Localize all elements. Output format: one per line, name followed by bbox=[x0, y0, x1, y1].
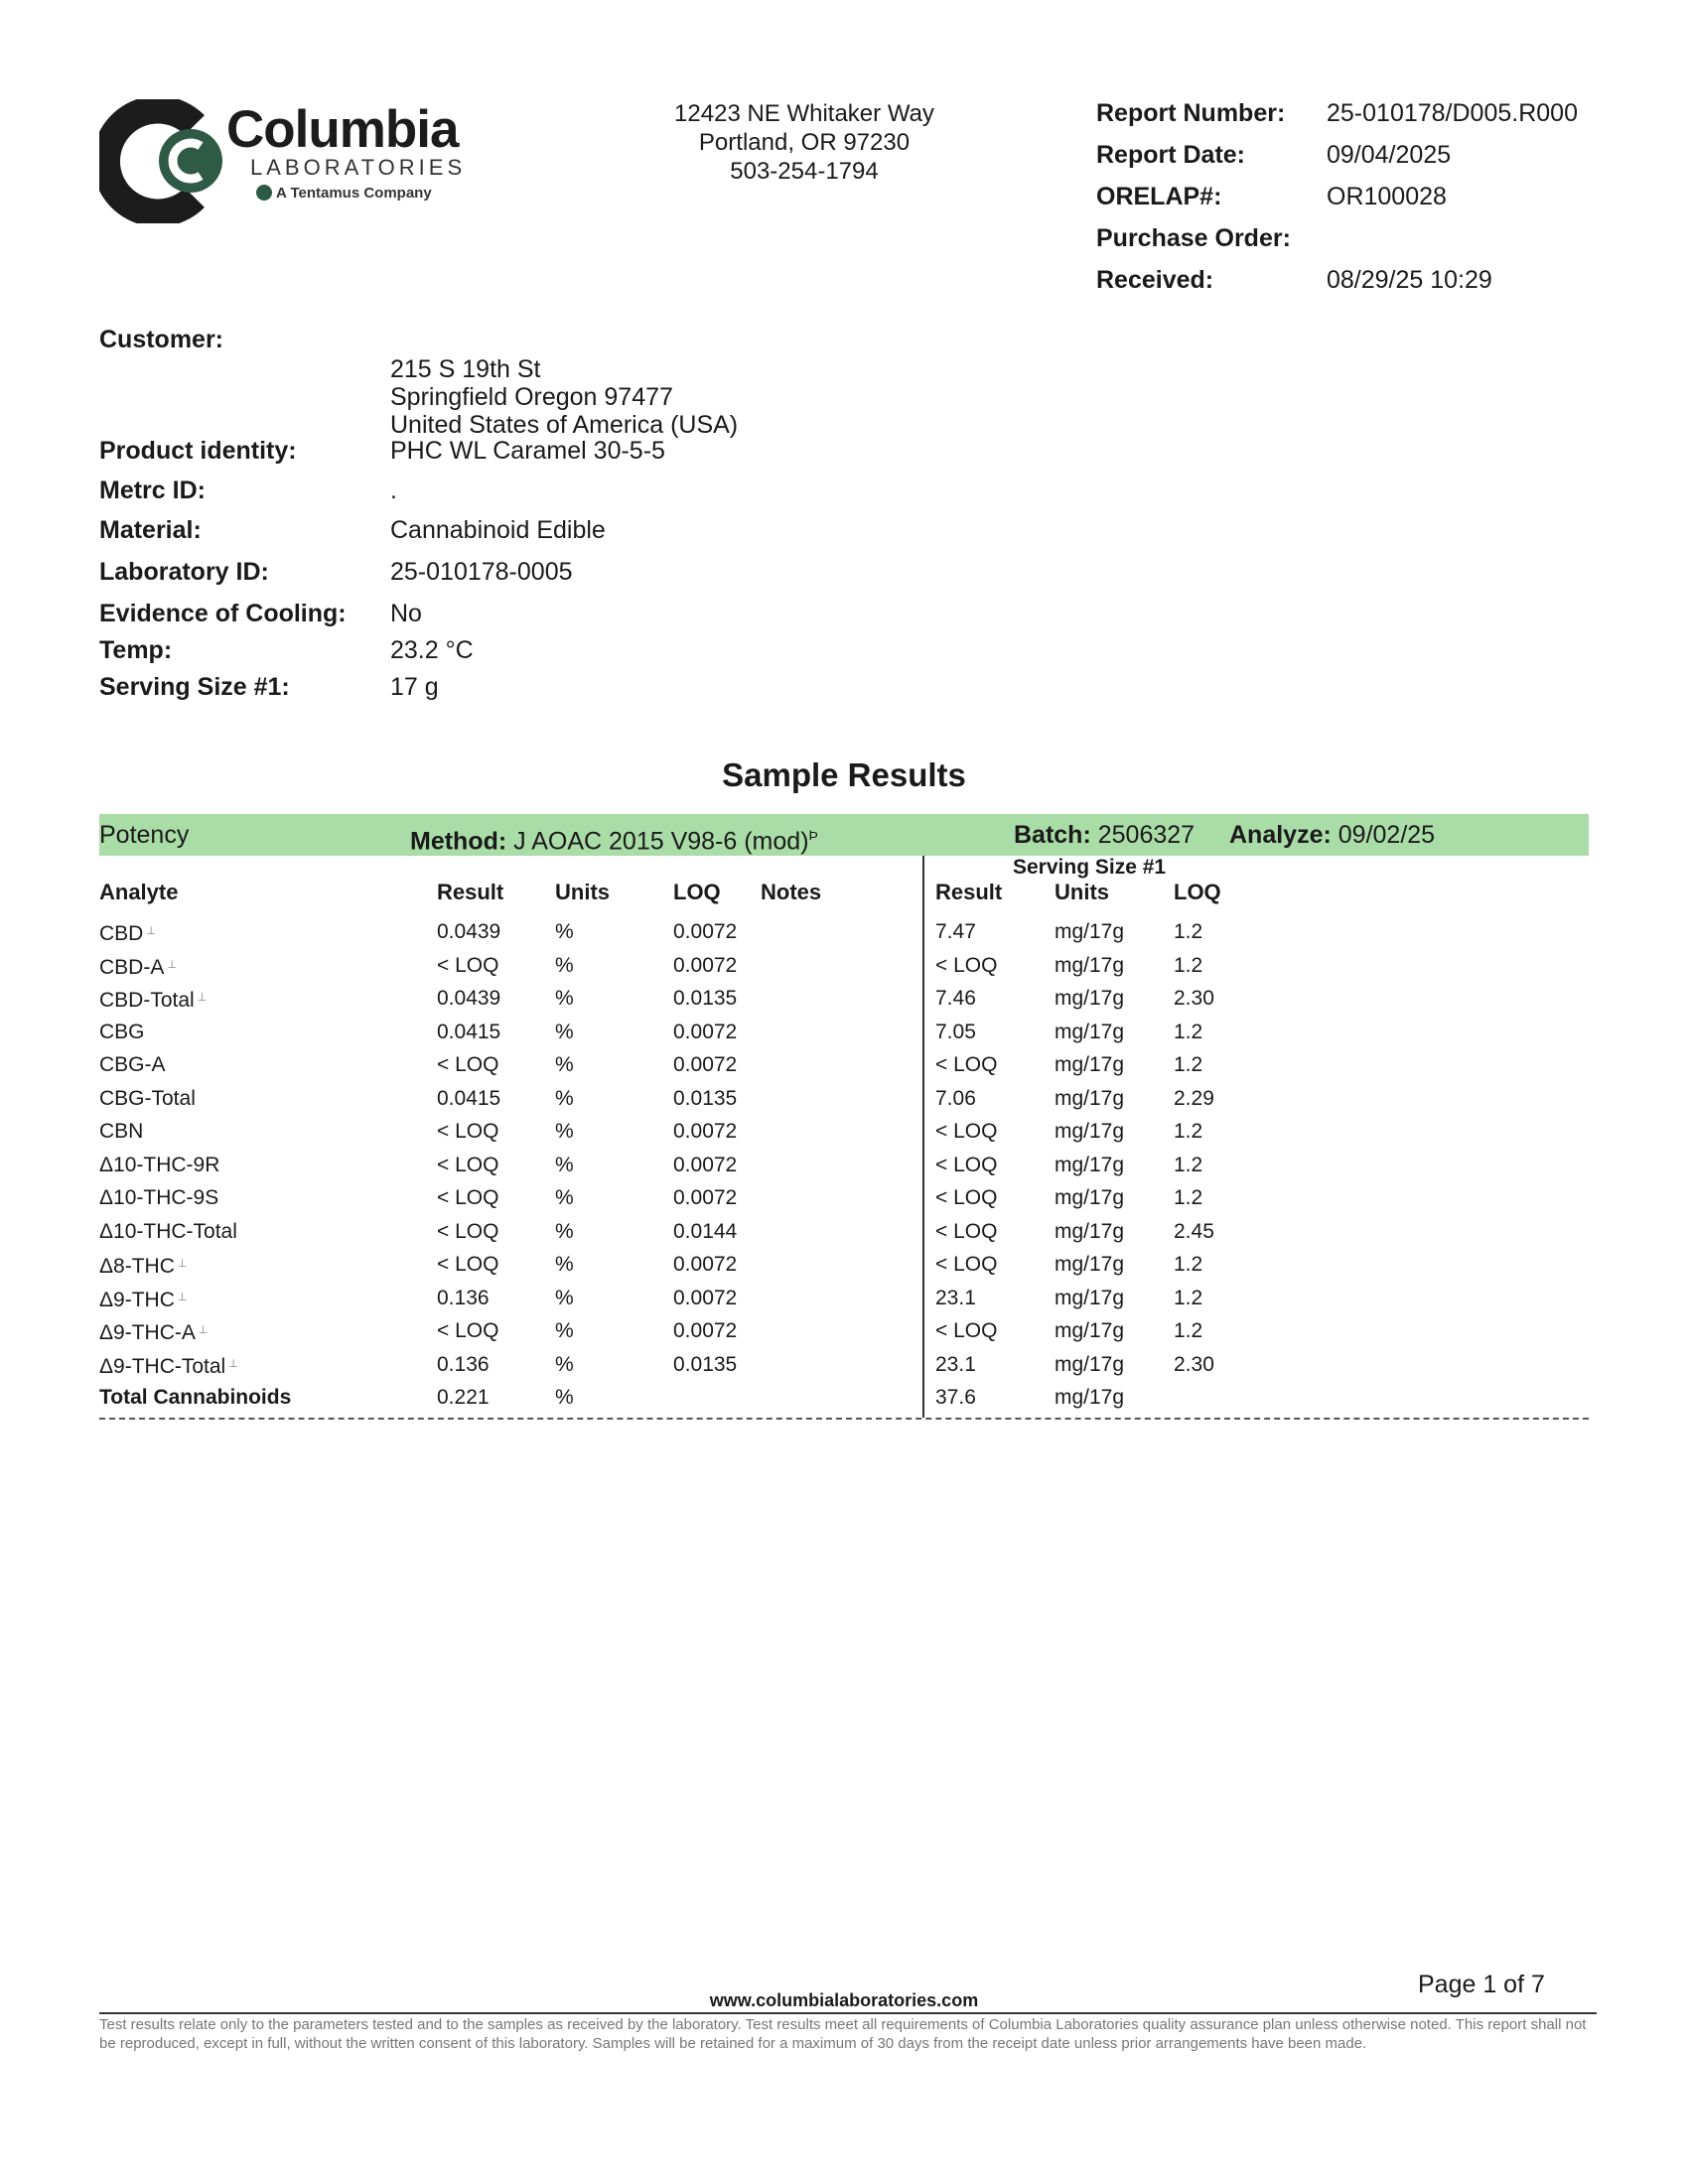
serving-loq-cell: 1.2 bbox=[1174, 1186, 1203, 1209]
analyte-cell: Δ10-THC-Total bbox=[99, 1219, 237, 1243]
footnote-mark: ⊥ bbox=[177, 1258, 188, 1270]
table-row bbox=[99, 1149, 1589, 1182]
field-value: 25-010178-0005 bbox=[390, 558, 573, 586]
product-identity-row bbox=[99, 437, 1589, 477]
customer-info bbox=[99, 326, 1589, 710]
units-cell: % bbox=[555, 920, 574, 943]
serving-result-cell: 23.1 bbox=[935, 1352, 976, 1376]
analyte-cell: Δ10-THC-9R bbox=[99, 1153, 220, 1176]
loq-cell: 0.0072 bbox=[673, 1020, 738, 1043]
units-cell: % bbox=[555, 987, 574, 1010]
serving-loq-cell: 1.2 bbox=[1174, 1120, 1203, 1143]
field-label: Laboratory ID: bbox=[99, 558, 269, 586]
meta-value: OR100028 bbox=[1327, 183, 1447, 210]
serving-size-row bbox=[99, 673, 1589, 710]
footnote-mark: ⊥ bbox=[177, 1291, 188, 1303]
loq-cell: 0.0072 bbox=[673, 1053, 738, 1076]
serving-units-cell: mg/17g bbox=[1055, 953, 1125, 977]
table-row bbox=[99, 1314, 1589, 1348]
loq-cell: 0.0072 bbox=[673, 1319, 738, 1342]
units-cell: % bbox=[555, 953, 574, 977]
serving-units-cell: mg/17g bbox=[1055, 1186, 1125, 1209]
serving-units-cell: mg/17g bbox=[1055, 1286, 1125, 1309]
table-row bbox=[99, 1016, 1589, 1049]
method-bar bbox=[99, 814, 1589, 856]
serving-result-cell: 23.1 bbox=[935, 1286, 976, 1309]
result-cell: 0.0415 bbox=[437, 1086, 501, 1110]
result-cell: 0.136 bbox=[437, 1286, 490, 1309]
loq-cell: 0.0072 bbox=[673, 1120, 738, 1143]
field-value: 23.2 °C bbox=[390, 636, 474, 664]
field-value: No bbox=[390, 600, 422, 627]
company-subtitle: LABORATORIES bbox=[250, 155, 467, 180]
serving-loq-cell: 1.2 bbox=[1174, 920, 1203, 943]
serving-result-cell: < LOQ bbox=[935, 1186, 998, 1209]
loq-cell: 0.0135 bbox=[673, 1352, 738, 1376]
material-row bbox=[99, 516, 1589, 558]
meta-label: Received: bbox=[1096, 266, 1214, 294]
serving-result-cell: < LOQ bbox=[935, 953, 998, 977]
address-line: Portland, OR 97230 bbox=[698, 129, 911, 156]
analyte-cell: Δ9-THC-Total ⊥ bbox=[99, 1354, 238, 1378]
analyte-cell: Δ8-THC ⊥ bbox=[99, 1255, 188, 1278]
metrc-id-row bbox=[99, 477, 1589, 516]
result-cell: < LOQ bbox=[437, 1319, 499, 1342]
meta-label: Purchase Order: bbox=[1096, 224, 1291, 252]
table-row bbox=[99, 1348, 1589, 1382]
loq-cell: 0.0072 bbox=[673, 1186, 738, 1209]
field-value: 17 g bbox=[390, 673, 439, 701]
field-value: . bbox=[390, 477, 397, 504]
table-row bbox=[99, 1248, 1589, 1282]
result-cell: 0.0439 bbox=[437, 987, 501, 1010]
units-cell: % bbox=[555, 1286, 574, 1309]
units-cell: % bbox=[555, 1219, 574, 1243]
total-row bbox=[99, 1381, 1589, 1415]
table-row bbox=[99, 915, 1589, 949]
col-header-serving-result: Result bbox=[935, 880, 1003, 904]
meta-value: 25-010178/D005.R000 bbox=[1327, 99, 1578, 127]
serving-result-cell: 7.05 bbox=[935, 1020, 976, 1043]
serving-result-cell: 37.6 bbox=[935, 1386, 976, 1409]
serving-loq-cell: 1.2 bbox=[1174, 1020, 1203, 1043]
analyte-cell: Total Cannabinoids bbox=[99, 1386, 292, 1409]
table-row bbox=[99, 1282, 1589, 1315]
units-cell: % bbox=[555, 1253, 574, 1276]
meta-label: Report Number: bbox=[1096, 99, 1286, 127]
serving-result-cell: < LOQ bbox=[935, 1319, 998, 1342]
tentamus-icon bbox=[256, 185, 272, 201]
analyze-info: Analyze: 09/02/25 bbox=[1229, 821, 1436, 849]
result-cell: 0.136 bbox=[437, 1352, 490, 1376]
loq-cell: 0.0135 bbox=[673, 987, 738, 1010]
loq-cell: 0.0072 bbox=[673, 1286, 738, 1309]
sample-results-title: Sample Results bbox=[722, 756, 966, 793]
loq-cell: 0.0072 bbox=[673, 1253, 738, 1276]
footnote-mark: ⊥ bbox=[228, 1357, 238, 1370]
serving-units-cell: mg/17g bbox=[1055, 1386, 1125, 1409]
result-cell: < LOQ bbox=[437, 1153, 499, 1176]
field-label: Metrc ID: bbox=[99, 477, 206, 504]
result-cell: 0.0415 bbox=[437, 1020, 501, 1043]
col-header-notes: Notes bbox=[761, 880, 822, 904]
units-cell: % bbox=[555, 1020, 574, 1043]
units-cell: % bbox=[555, 1153, 574, 1176]
table-row bbox=[99, 1048, 1589, 1082]
serving-result-cell: < LOQ bbox=[935, 1253, 998, 1276]
result-cell: 0.0439 bbox=[437, 920, 501, 943]
company-name: Columbia bbox=[226, 100, 459, 159]
customer-address bbox=[390, 355, 738, 439]
analyte-cell: Δ10-THC-9S bbox=[99, 1186, 219, 1209]
address-line: 12423 NE Whitaker Way bbox=[674, 100, 934, 127]
serving-units-cell: mg/17g bbox=[1055, 1219, 1125, 1243]
result-cell: < LOQ bbox=[437, 1253, 499, 1276]
serving-loq-cell: 1.2 bbox=[1174, 1053, 1203, 1076]
col-header-units: Units bbox=[555, 880, 610, 904]
result-cell: < LOQ bbox=[437, 1053, 499, 1076]
meta-label: ORELAP#: bbox=[1096, 183, 1222, 210]
serving-loq-cell: 1.2 bbox=[1174, 1253, 1203, 1276]
footnote-mark: ⊥ bbox=[167, 958, 177, 971]
company-logo bbox=[99, 99, 477, 223]
analyte-cell: CBG bbox=[99, 1020, 145, 1043]
table-row bbox=[99, 1215, 1589, 1249]
field-label: Material: bbox=[99, 516, 202, 544]
cooling-row bbox=[99, 600, 1589, 636]
results-table bbox=[99, 915, 1589, 1415]
serving-size-header: Serving Size #1 bbox=[1013, 856, 1167, 879]
col-header-analyte: Analyte bbox=[99, 880, 179, 904]
serving-loq-cell: 1.2 bbox=[1174, 1153, 1203, 1176]
temp-row bbox=[99, 636, 1589, 673]
field-label: Product identity: bbox=[99, 437, 297, 465]
serving-result-cell: < LOQ bbox=[935, 1053, 998, 1076]
loq-cell: 0.0135 bbox=[673, 1086, 738, 1110]
table-row bbox=[99, 1082, 1589, 1116]
meta-label: Report Date: bbox=[1096, 141, 1246, 169]
field-value: PHC WL Caramel 30-5-5 bbox=[390, 437, 665, 465]
serving-result-cell: < LOQ bbox=[935, 1219, 998, 1243]
serving-loq-cell: 1.2 bbox=[1174, 1319, 1203, 1342]
address-line: 503-254-1794 bbox=[730, 158, 879, 185]
col-header-loq: LOQ bbox=[673, 880, 721, 904]
col-header-serving-units: Units bbox=[1055, 880, 1109, 904]
serving-units-cell: mg/17g bbox=[1055, 1352, 1125, 1376]
serving-result-cell: 7.06 bbox=[935, 1086, 976, 1110]
table-row bbox=[99, 1115, 1589, 1149]
footnote-mark: ⊥ bbox=[146, 925, 156, 937]
serving-units-cell: mg/17g bbox=[1055, 1053, 1125, 1076]
disclaimer-text: Test results relate only to the parameters tested and to the samples as received by the laboratory. Test results meet all requirements of Columbia Laboratories quality assurance plan unless otherwise noted. This report shall not be reproduced, except in full, without the written consent of this laboratory. Samples will be retained for a maximum of 30 days from the receipt date unless prior arrangements have been made. bbox=[99, 2016, 1587, 2052]
field-label: Serving Size #1: bbox=[99, 673, 290, 701]
serving-result-cell: < LOQ bbox=[935, 1120, 998, 1143]
batch-info: Batch: 2506327 bbox=[1014, 821, 1196, 849]
customer-address-line: United States of America (USA) bbox=[390, 411, 739, 439]
customer-label: Customer: bbox=[99, 326, 224, 353]
serving-result-cell: < LOQ bbox=[935, 1153, 998, 1176]
result-cell: < LOQ bbox=[437, 953, 499, 977]
meta-value: 09/04/2025 bbox=[1327, 141, 1452, 169]
loq-cell: 0.0072 bbox=[673, 1153, 738, 1176]
result-cell: 0.221 bbox=[437, 1386, 490, 1409]
result-cell: < LOQ bbox=[437, 1120, 499, 1143]
serving-loq-cell: 2.29 bbox=[1174, 1086, 1214, 1110]
analyte-cell: CBG-A bbox=[99, 1053, 166, 1076]
footnote-mark: ⊥ bbox=[197, 992, 208, 1004]
field-label: Temp: bbox=[99, 636, 173, 664]
field-label: Evidence of Cooling: bbox=[99, 600, 347, 627]
meta-value: 08/29/25 10:29 bbox=[1327, 266, 1492, 294]
serving-result-cell: 7.46 bbox=[935, 987, 976, 1010]
field-value: Cannabinoid Edible bbox=[390, 516, 606, 544]
loq-cell: 0.0144 bbox=[673, 1219, 738, 1243]
units-cell: % bbox=[555, 1352, 574, 1376]
method-info: Method: J AOAC 2015 V98-6 (mod)$^Þ$ bbox=[410, 827, 818, 856]
footnote-mark: ⊥ bbox=[198, 1324, 209, 1336]
analyte-cell: CBD ⊥ bbox=[99, 922, 156, 945]
page-number: Page 1 of 7 bbox=[1418, 1971, 1545, 1998]
units-cell: % bbox=[555, 1386, 574, 1409]
loq-cell: 0.0072 bbox=[673, 953, 738, 977]
analyte-cell: CBD-Total ⊥ bbox=[99, 989, 208, 1012]
serving-loq-cell: 2.45 bbox=[1174, 1219, 1214, 1243]
units-cell: % bbox=[555, 1086, 574, 1110]
customer-address-line: Springfield Oregon 97477 bbox=[390, 383, 673, 411]
serving-units-cell: mg/17g bbox=[1055, 987, 1125, 1010]
units-cell: % bbox=[555, 1319, 574, 1342]
serving-loq-cell: 2.30 bbox=[1174, 1352, 1214, 1376]
serving-loq-cell: 2.30 bbox=[1174, 987, 1214, 1010]
serving-loq-cell: 1.2 bbox=[1174, 953, 1203, 977]
serving-units-cell: mg/17g bbox=[1055, 1319, 1125, 1342]
table-row bbox=[99, 1181, 1589, 1215]
laboratory-id-row bbox=[99, 558, 1589, 600]
units-cell: % bbox=[555, 1120, 574, 1143]
columbia-logo-icon bbox=[99, 99, 228, 223]
serving-units-cell: mg/17g bbox=[1055, 1153, 1125, 1176]
footer-rule bbox=[99, 2012, 1597, 2014]
result-cell: < LOQ bbox=[437, 1219, 499, 1243]
customer-address-line: 215 S 19th St bbox=[390, 355, 541, 383]
serving-units-cell: mg/17g bbox=[1055, 1020, 1125, 1043]
table-end-rule bbox=[99, 1418, 1589, 1420]
analyte-cell: CBN bbox=[99, 1120, 144, 1143]
serving-result-cell: 7.47 bbox=[935, 920, 976, 943]
analyte-cell: CBG-Total bbox=[99, 1086, 196, 1110]
units-cell: % bbox=[555, 1186, 574, 1209]
customer-row bbox=[99, 326, 1589, 437]
lab-address bbox=[616, 99, 993, 186]
analyte-cell: Δ9-THC-A ⊥ bbox=[99, 1321, 209, 1344]
table-row bbox=[99, 982, 1589, 1016]
serving-units-cell: mg/17g bbox=[1055, 1120, 1125, 1143]
units-cell: % bbox=[555, 1053, 574, 1076]
table-row bbox=[99, 949, 1589, 983]
result-cell: < LOQ bbox=[437, 1186, 499, 1209]
analyte-cell: CBD-A ⊥ bbox=[99, 955, 177, 979]
section-label: Potency bbox=[99, 821, 190, 849]
website-link[interactable]: www.columbialaboratories.com bbox=[709, 1990, 979, 2010]
col-header-result: Result bbox=[437, 880, 504, 904]
company-tagline: A Tentamus Company bbox=[256, 185, 432, 201]
serving-units-cell: mg/17g bbox=[1055, 1253, 1125, 1276]
col-header-serving-loq: LOQ bbox=[1174, 880, 1221, 904]
loq-cell: 0.0072 bbox=[673, 920, 738, 943]
serving-loq-cell: 1.2 bbox=[1174, 1286, 1203, 1309]
serving-units-cell: mg/17g bbox=[1055, 1086, 1125, 1110]
serving-units-cell: mg/17g bbox=[1055, 920, 1125, 943]
analyte-cell: Δ9-THC ⊥ bbox=[99, 1288, 188, 1311]
